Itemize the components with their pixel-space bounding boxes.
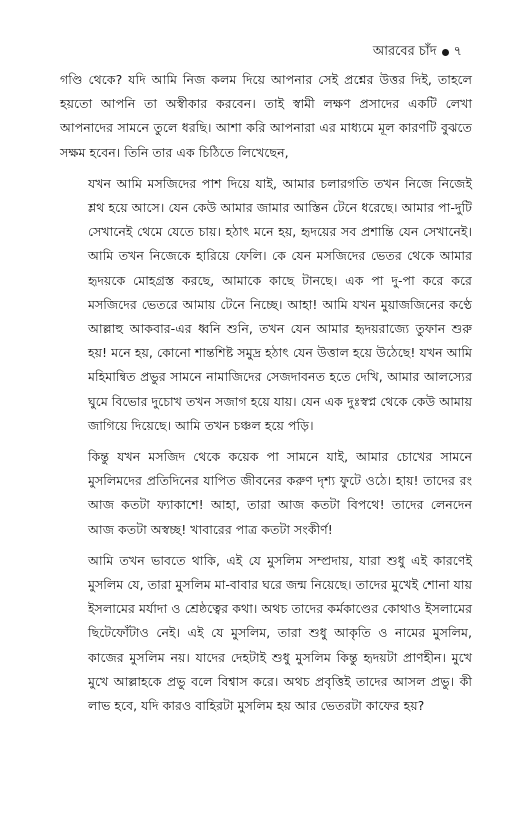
page-number: ৭ bbox=[453, 44, 462, 59]
page-body bbox=[60, 68, 472, 718]
book-title: আরবের চাঁদ bbox=[372, 44, 437, 59]
running-header bbox=[373, 44, 462, 60]
quote-paragraph: যখন আমি মসজিদের পাশ দিয়ে যাই, আমার চলারগতি তখন নিজে নিজেই শ্লথ হয়ে আসে। যেন কেউ আমার জামার আস্তিন টেনে ধরেছে। আমার পা-দুটি সেখানেই থেমে যেতে চায়। হঠাৎ মনে হয়, হৃদয়ের সব প্রশান্তি যেন সেখানেই। আমি তখন নিজেকে হারিয়ে ফেলি। কে যেন মসজিদের ভেতর থেকে আমার হৃদয়কে মোহগ্রস্ত করছে, আমাকে কাছে টানছে। এক পা দু-পা করে করে মসজিদের ভেতরে আমায় টেনে নিচ্ছে। আহা! আমি যখন মুয়াজজিনের কণ্ঠে আল্লাহু আকবার-এর ধ্বনি শুনি, তখন যেন আমার হৃদয়রাজ্যে তুফান শুরু হয়! মনে হয়, কোনো শান্তশিষ্ট সমুদ্র হঠাৎ যেন উত্তাল হয়ে উঠেছে! যখন আমি মহিমান্বিত প্রভুর সামনে নামাজিদের সেজদাবনত হতে দেখি, আমার আলস্যের ঘুমে বিভোর দুচোখ তখন সজাগ হয়ে যায়। যেন এক দুঃস্বপ্ন থেকে কেউ আমায় জাগিয়ে দিয়েছে। আমি তখন চঞ্চল হয়ে পড়ি। bbox=[88, 175, 472, 433]
quote-paragraph: কিন্তু যখন মসজিদ থেকে কয়েক পা সামনে যাই, আমার চোখের সামনে মুসলিমদের প্রতিদিনের যাপিত জীবনের করুণ দৃশ্য ফুটে ওঠে। হায়! তাদের রং আজ কতটা ফ্যাকাশে! আহা, তারা আজ কতটা বিপথে! তাদের লেনদেন আজ কতটা অস্বচ্ছ! খাবারের পাত্র কতটা সংকীর্ণ! bbox=[88, 449, 472, 537]
bullet-separator-icon bbox=[442, 49, 449, 56]
intro-paragraph: গণ্ডি থেকে? যদি আমি নিজ কলম দিয়ে আপনার সেই প্রশ্নের উত্তর দিই, তাহলে হয়তো আপনি তা অস্বীকার করবেন। তাই স্বামী লক্ষণ প্রসাদের একটি লেখা আপনাদের সামনে তুলে ধরছি। আশা করি আপনারা এর মাধ্যমে মূল কারণটি বুঝতে সক্ষম হবেন। তিনি তার এক চিঠিতে লিখেছেন, bbox=[60, 72, 472, 160]
block-quote bbox=[88, 172, 472, 718]
quote-paragraph: আমি তখন ভাবতে থাকি, এই যে মুসলিম সম্প্রদায়, যারা শুধু এই কারণেই মুসলিম যে, তারা মুসলিম মা-বাবার ঘরে জন্ম নিয়েছে। তাদের মুখেই শোনা যায় ইসলামের মর্যাদা ও শ্রেষ্ঠত্বের কথা। অথচ তাদের কর্মকাণ্ডের কোথাও ইসলামের ছিটেফোঁটাও নেই। এই যে মুসলিম, তারা শুধু আকৃতি ও নামের মুসলিম, কাজের মুসলিম নয়। যাদের দেহটাই শুধু মুসলিম কিন্তু হৃদয়টা প্রাণহীন। মুখে মুখে আল্লাহকে প্রভু বলে বিশ্বাস করে। অথচ প্রবৃত্তিই তাদের আসল প্রভু। কী লাভ হবে, যদি কারও বাহিরটা মুসলিম হয় আর ভেতরটা কাফের হয়? bbox=[88, 552, 472, 714]
